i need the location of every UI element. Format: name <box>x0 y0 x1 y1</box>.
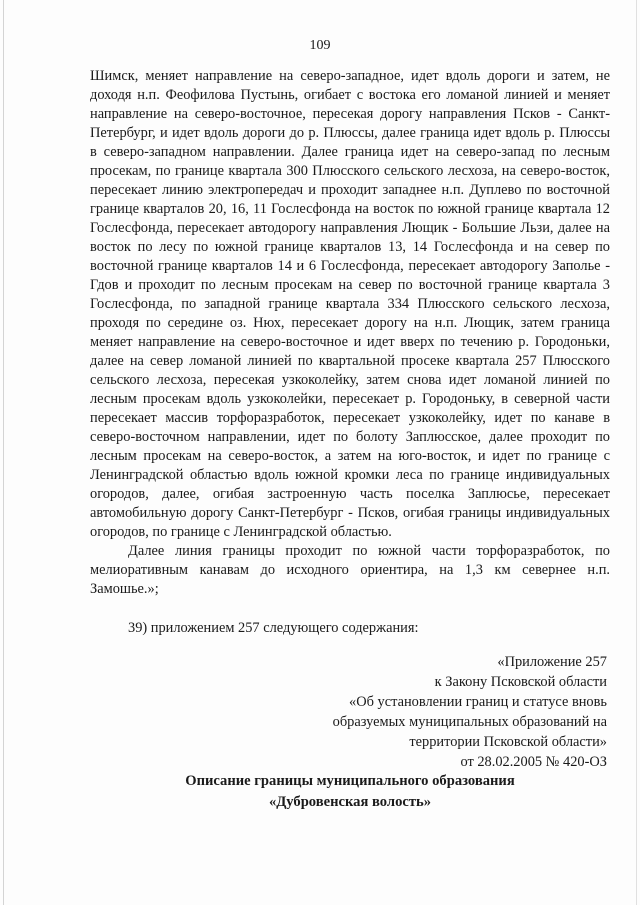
section-title <box>90 771 610 813</box>
scan-edge-right <box>636 0 637 905</box>
scan-edge-left <box>3 0 4 905</box>
appendix-line-4: образуемых муниципальных образований на <box>332 714 607 730</box>
appendix-line-5: территории Псковской области» <box>409 734 607 750</box>
appendix-line-6: от 28.02.2005 № 420-ОЗ <box>460 754 607 770</box>
boundary-description-text <box>90 67 610 599</box>
appendix-header <box>260 652 607 772</box>
appendix-line-2: к Закону Псковской области <box>434 674 607 690</box>
appendix-line-3: «Об установлении границ и статусе вновь <box>349 694 607 710</box>
amendment-item-39: 39) приложением 257 следующего содержания: <box>128 620 419 636</box>
page-number: 109 <box>309 38 331 53</box>
boundary-paragraph-2: Далее линия границы проходит по южной части торфоразработок, по мелиоративным канавам до исходного ориентира, на 1,3 км севернее н.п. Замошье.»; <box>90 543 610 597</box>
section-title-line-1: Описание границы муниципального образования <box>185 773 515 789</box>
section-title-line-2: «Дубровенская волость» <box>268 794 432 810</box>
appendix-line-1: «Приложение 257 <box>497 654 607 670</box>
boundary-paragraph-1: Шимск, меняет направление на северо-западное, идет вдоль дороги и затем, не доходя н.п. Феофилова Пустынь, огибает с востока его ломаной линией и меняет направление на северо-восточное, пересекая дорогу направления Псков - Санкт-Петербург, и идет вдоль дороги до р. Плюссы, далее граница идет вдоль р. Плюссы в северо-западном направлении. Далее граница идет на северо-запад по лесным просекам, по границе квартала 300 Плюсского сельского лесхоза, на северо-восток, пересекает линию электропередач и проходит западнее н.п. Дуплево по восточной границе кварталов 20, 16, 11 Гослесфонда на восток по южной границе квартала 12 Гослесфонда, пересекает автодорогу направления Лющик - Большие Льзи, далее на восток по лесу по южной границе кварталов 13, 14 Гослесфонда и на север по восточной границе кварталов 14 и 6 Гослесфонда, пересекает автодорогу Заполье - Гдов и проходит по лесным просекам на север по восточной границе квартала 3 Гослесфонда, по западной границе квартала 334 Плюсского сельского лесхоза, проходя по середине оз. Нюх, пересекает дорогу на н.п. Лющик, затем граница меняет направление на северо-восточное и идет вверх по течению р. Городоньки, далее на север ломаной линией по квартальной просеке квартала 257 Плюсского сельского лесхоза, пересекая узкоколейку, затем снова идет ломаной линией по лесным просекам вдоль узкоколейки, пересекает р. Городоньку, в северной части пересекает массив торфоразработок, пересекает узкоколейку, идет по канаве в северо-восточном направлении, идет по болоту Заплюсское, далее проходит по лесным просекам на северо-восток, а затем на юго-восток, и идет по границе с Ленинградской областью вдоль южной кромки леса по границе индивидуальных огородов, далее, огибая застроенную часть поселка Заплюсье, пересекает автомобильную дорогу Санкт-Петербург - Псков, огибая границы индивидуальных огородов, по границе с Ленинградской областью. <box>90 68 610 540</box>
